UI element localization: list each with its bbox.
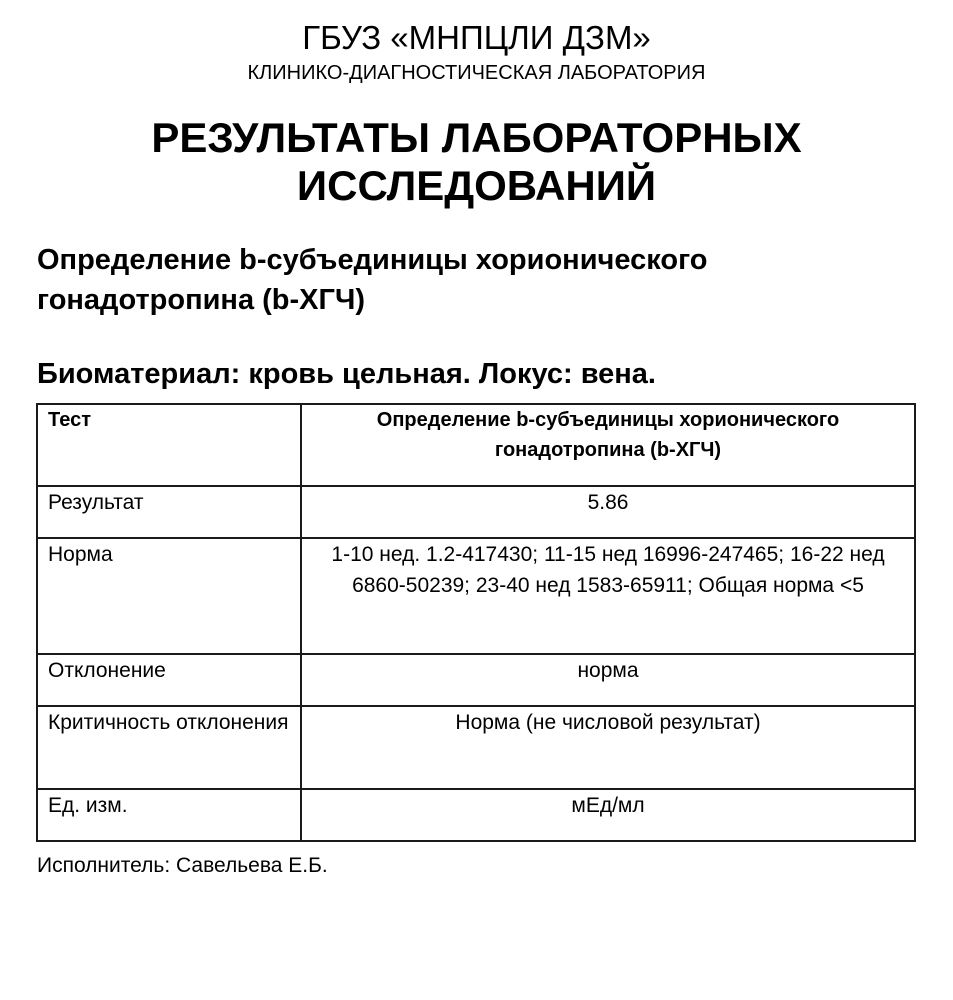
row-value: норма xyxy=(301,654,915,706)
row-value: 1-10 нед. 1.2-417430; 11-15 нед 16996-247465; 16-22 нед 6860-50239; 23-40 нед 1583-65911; Общая норма <5 xyxy=(301,538,915,654)
row-value: Определение b-субъединицы хорионического гонадотропина (b-ХГЧ) xyxy=(301,404,915,486)
biomaterial-info: Биоматериал: кровь цельная. Локус: вена. xyxy=(37,358,656,390)
row-value: 5.86 xyxy=(301,486,915,538)
performer: Исполнитель: Савельева Е.Б. xyxy=(37,854,328,877)
org-name: ГБУЗ «МНПЦЛИ ДЗМ» xyxy=(302,19,651,56)
table-row-unit xyxy=(37,789,915,841)
table-row-criticality xyxy=(37,706,915,789)
row-label: Критичность отклонения xyxy=(37,706,301,789)
table-row-deviation xyxy=(37,654,915,706)
test-title: Определение b-субъединицы хорионического гонадотропина (b-ХГЧ) xyxy=(37,244,708,316)
row-value: Норма (не числовой результат) xyxy=(301,706,915,789)
results-table xyxy=(36,403,916,842)
row-value: мЕд/мл xyxy=(301,789,915,841)
table-row-test xyxy=(37,404,915,486)
row-label: Отклонение xyxy=(37,654,301,706)
row-label: Ед. изм. xyxy=(37,789,301,841)
row-label: Норма xyxy=(37,538,301,654)
table-row-result xyxy=(37,486,915,538)
table-row-norm xyxy=(37,538,915,654)
row-label: Тест xyxy=(37,404,301,486)
page-title: РЕЗУЛЬТАТЫ ЛАБОРАТОРНЫХ ИССЛЕДОВАНИЙ xyxy=(151,114,802,209)
row-label: Результат xyxy=(37,486,301,538)
department-name: КЛИНИКО-ДИАГНОСТИЧЕСКАЯ ЛАБОРАТОРИЯ xyxy=(247,62,706,84)
